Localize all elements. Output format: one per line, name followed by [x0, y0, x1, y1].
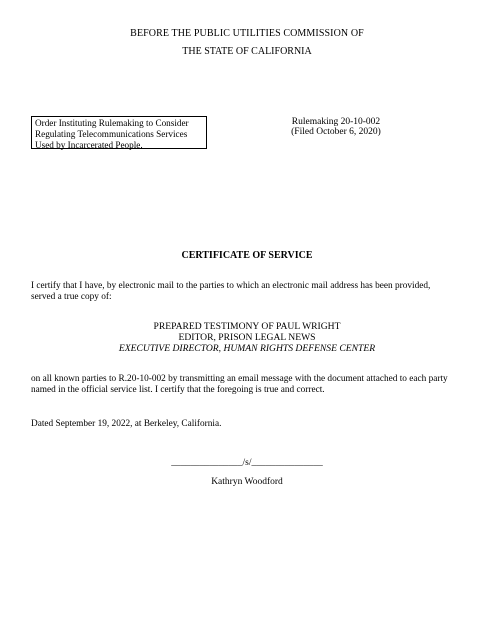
rulemaking-info	[276, 117, 396, 137]
caption-line: Used by Incarcerated People.	[35, 140, 143, 150]
rulemaking-number: Rulemaking 20-10-002	[291, 117, 381, 127]
signature-line: _______________/s/_______________	[171, 458, 323, 468]
paragraph-line: I certify that I have, by electronic mail to the parties to which an electronic mail address has been provided,	[31, 281, 431, 291]
header-line-1: BEFORE THE PUBLIC UTILITIES COMMISSION OF	[130, 28, 364, 39]
service-paragraph	[31, 374, 471, 395]
caption-line: Order Instituting Rulemaking to Consider	[35, 118, 189, 128]
filed-date: (Filed October 6, 2020)	[291, 127, 381, 137]
document-line-1: PREPARED TESTIMONY OF PAUL WRIGHT	[153, 321, 341, 332]
signer-name: Kathryn Woodford	[211, 477, 283, 487]
paragraph-line: served a true copy of:	[31, 291, 112, 302]
document-title: CERTIFICATE OF SERVICE	[181, 250, 313, 261]
header-line-2: THE STATE OF CALIFORNIA	[182, 46, 312, 57]
document-line-2: EDITOR, PRISON LEGAL NEWS	[178, 332, 316, 343]
dated-line	[31, 419, 471, 430]
case-caption-box	[31, 116, 207, 149]
caption-line: Regulating Telecommunications Services	[35, 129, 188, 139]
certify-paragraph	[31, 281, 471, 302]
dated-text: Dated September 19, 2022, at Berkeley, California.	[31, 419, 222, 429]
paragraph-line: named in the official service list. I certify that the foregoing is true and correct.	[31, 384, 325, 395]
paragraph-line: on all known parties to R.20-10-002 by transmitting an email message with the document attached to each party	[31, 374, 448, 384]
served-document-title	[0, 321, 494, 354]
document-line-3: EXECUTIVE DIRECTOR, HUMAN RIGHTS DEFENSE CENTER	[118, 343, 376, 354]
